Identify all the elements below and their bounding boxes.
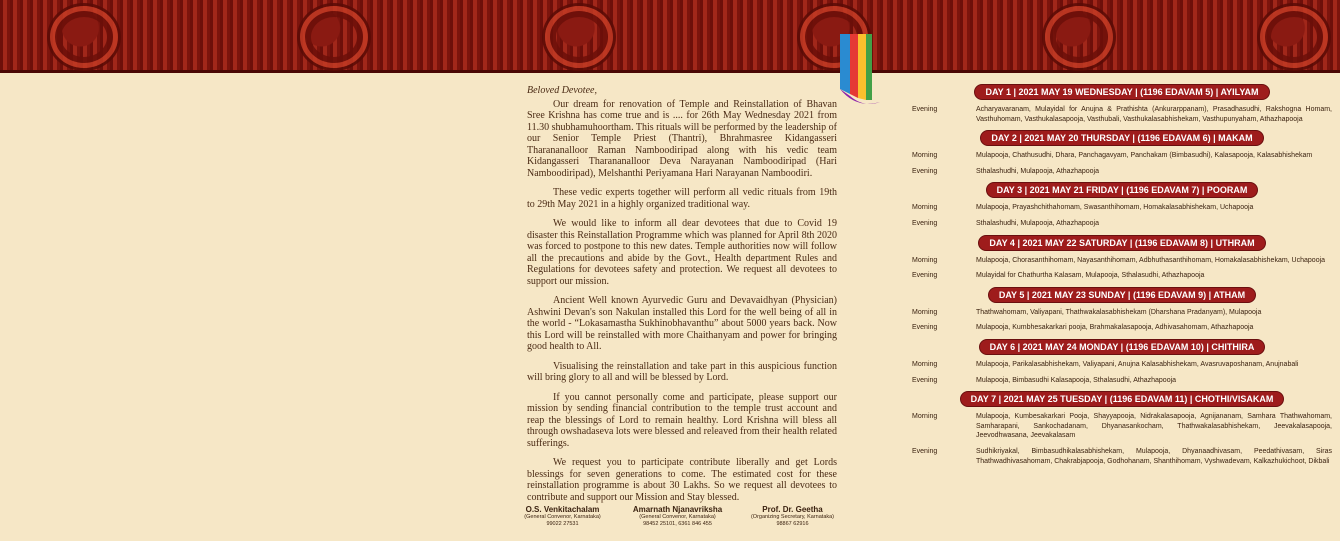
- signatory-phone: 99022 27531: [546, 521, 579, 527]
- session-rituals: Sthalashudhi, Mulapooja, Athazhapooja: [976, 219, 1099, 227]
- letter-paragraph: Visualising the reinstallation and take part in this auspicious function will bring glory to all and will be blessed by Lord.: [527, 360, 837, 383]
- session-label: Morning: [912, 204, 938, 212]
- schedule-day: [912, 130, 1332, 176]
- day-heading: DAY 2 | 2021 MAY 20 THURSDAY | (1196 EDAVAM 6) | MAKAM: [980, 130, 1263, 146]
- session-row: [912, 323, 1332, 333]
- chariot-wheel-icon: [1260, 6, 1328, 68]
- day-heading: DAY 6 | 2021 MAY 24 MONDAY | (1196 EDAVAM 10) | CHITHIRA: [979, 339, 1266, 355]
- session-row: [912, 308, 1332, 318]
- signatory-phone: 98452 25101, 6361 846 455: [643, 521, 712, 527]
- session-rituals: Mulayidal for Chathurtha Kalasam, Mulapooja, Sthalasudhi, Athazhapooja: [976, 272, 1205, 280]
- session-row: [912, 256, 1332, 266]
- session-label: Morning: [912, 308, 938, 316]
- letter-paragraph: These vedic experts together will perform all vedic rituals from 19th to 29th May 2021 in a highly organized traditional way.: [527, 187, 837, 210]
- day-heading: DAY 1 | 2021 MAY 19 WEDNESDAY | (1196 EDAVAM 5) | AYILYAM: [974, 84, 1269, 100]
- chariot-wheel-icon: [50, 6, 118, 68]
- session-rituals: Thathwahomam, Valiyapani, Thathwakalasabhishekam (Dharshana Pradanyam), Mulapooja: [976, 308, 1262, 316]
- day-heading: DAY 4 | 2021 MAY 22 SATURDAY | (1196 EDAVAM 8) | UTHRAM: [978, 235, 1265, 251]
- session-rituals: Sthalashudhi, Mulapooja, Athazhapooja: [976, 167, 1099, 175]
- session-label: Morning: [912, 256, 938, 264]
- session-rituals: Mulapooja, Bimbasudhi Kalasapooja, Sthalasudhi, Athazhapooja: [976, 376, 1177, 384]
- session-label: Morning: [912, 413, 938, 421]
- signatory: [620, 505, 735, 528]
- schedule-day: [912, 287, 1332, 333]
- letter-paragraph: We request you to participate contribute liberally and get Lords blessings for seven generations to come. The estimated cost for these reinstallation programme is about 30 Lakhs. So we request all devotees to contribute and support our Mission and Stay blessed.: [527, 457, 837, 503]
- chariot-wheel-icon: [300, 6, 368, 68]
- session-label: Evening: [912, 447, 938, 455]
- ritual-schedule: [912, 84, 1332, 472]
- session-rituals: Mulapooja, Kumbesakarkari Pooja, Shayyapooja, Nidrakalasapooja, Agnijananam, Samhara Thathwahomam, Samharapani, Sankochadanam, Dhyanasankocham, Thathwakalasabhishekam, Jeevakalasapooja, Jeevodhwasana, Jeevakalasam: [976, 413, 1332, 440]
- session-label: Morning: [912, 152, 938, 160]
- session-rituals: Mulapooja, Chorasanthihomam, Nayasanthihomam, Adbhuthasanthihomam, Homakalasabhishekam, Uchapooja: [976, 256, 1326, 264]
- session-row: [912, 271, 1332, 281]
- session-row: [912, 219, 1332, 229]
- session-row: [912, 360, 1332, 370]
- session-label: Evening: [912, 272, 938, 280]
- session-row: [912, 447, 1332, 466]
- session-label: Evening: [912, 167, 938, 175]
- session-label: Morning: [912, 360, 938, 368]
- signatory-role: (General Convenor, Karnataka): [639, 514, 716, 520]
- session-row: [912, 412, 1332, 441]
- chariot-wheel-icon: [545, 6, 613, 68]
- letter-paragraph: Our dream for renovation of Temple and Reinstallation of Bhavan Sree Krishna has come true and is .... for 26th May Wednesday 2021 from 11.30 shubhamuhoortham. This rituals will be performed by the leadership of our Senior Temple Priest (Thantri), Bhrahmasree Kidangasseri Tharananalloor Raman Namboodiripad along with his vedic team Kidangasseri Tharananalloor Deva Narayanan Namboodiripad (Hari Namboodiripad), Melshanthi Periyamana Hari Narayanan Namboodiri.: [527, 98, 837, 179]
- signatory-name: Amarnath Njanavriksha: [632, 505, 723, 514]
- signatory: [505, 505, 620, 528]
- session-rituals: Mulapooja, Prayashchithahomam, Swasanthihomam, Homakalasabhishekam, Uchapooja: [976, 204, 1254, 212]
- schedule-day: [912, 182, 1332, 228]
- session-rituals: Mulapooja, Chathusudhi, Dhara, Panchagavyam, Panchakam (Bimbasudhi), Kalasapooja, Kalasabhishekam: [976, 152, 1313, 160]
- day-heading: DAY 3 | 2021 MAY 21 FRIDAY | (1196 EDAVAM 7) | POORAM: [986, 182, 1259, 198]
- day-heading: DAY 5 | 2021 MAY 23 SUNDAY | (1196 EDAVAM 9) | ATHAM: [988, 287, 1256, 303]
- signatory: [735, 505, 850, 528]
- session-rituals: Mulapooja, Parikalasabhishekam, Valiyapani, Anujna Kalasabhishekam, Avasruvaposhanam, Anujnabali: [976, 360, 1299, 368]
- day-heading: DAY 7 | 2021 MAY 25 TUESDAY | (1196 EDAVAM 11) | CHOTHI/VISAKAM: [960, 391, 1285, 407]
- schedule-day: [912, 235, 1332, 281]
- session-label: Evening: [912, 324, 938, 332]
- session-rituals: Mulapooja, Kumbhesakarkari pooja, Brahmakalasapooja, Adhivasahomam, Athazhapooja: [976, 324, 1254, 332]
- devotee-letter: [527, 85, 837, 511]
- session-row: [912, 203, 1332, 213]
- session-rituals: Sudhikriyakal, Bimbasudhikalasabhishekam, Mulapooja, Dhyanaadhivasam, Peedathivasam, Siras Thathwadhivasahomam, Chakrabjapooja, Godhohanam, Shanthihomam, Vyshwadevam, Kalkazhukichoot, Dikbali: [976, 447, 1332, 465]
- letter-salutation: Beloved Devotee,: [527, 85, 597, 96]
- letter-paragraph: Ancient Well known Ayurvedic Guru and Devavaidhyan (Physician) Ashwini Devan's son Nakulan installed this Lord for the well being of all in the world - “Lokasamastha Sukhinobhavanthu” about 5000 years back. Now this Lord will be reinstalled with more Chaithanyam and power for bringing good health to All.: [527, 295, 837, 352]
- schedule-day: [912, 84, 1332, 124]
- flag-ribbon-icon: [836, 34, 884, 114]
- session-rituals: Acharyavaranam, Mulayidal for Anujna & Prathishta (Ankurarppanam), Prasadhasudhi, Rakshogna Homam, Vasthuhomam, Vasthukalasapooja, Vasthubali, Vasthukalasabhishekam, Vasthupunyaham, Athazhapooja: [976, 106, 1332, 123]
- schedule-day: [912, 391, 1332, 466]
- session-label: Evening: [912, 219, 938, 227]
- session-row: [912, 167, 1332, 177]
- session-row: [912, 151, 1332, 161]
- chariot-wheel-icon: [1045, 6, 1113, 68]
- letter-paragraph: We would like to inform all dear devotees that due to Covid 19 disaster this Reinstallation Programme which was planned for April 8th 2020 was forced to postpone to this new dates. Temple authorities now will follow all the precautions and abide by the Govt., Health department Rules and Regulations for devotees safety and protection. We request all devotees to support our mission.: [527, 218, 837, 287]
- signatory-phone: 98867 62916: [776, 521, 809, 527]
- session-label: Evening: [912, 376, 938, 384]
- letter-paragraph: If you cannot personally come and participate, please support our mission by sending financial contribution to the temple trust account and reap the blessings of Lord to remain healthy. Lord Krishna will bless all through owshadaseva lots were blessed and releaved from their health related sufferings.: [527, 391, 837, 449]
- session-row: [912, 376, 1332, 386]
- signatory-name: O.S. Venkitachalam: [525, 505, 600, 514]
- signatory-name: Prof. Dr. Geetha: [762, 505, 823, 514]
- session-row: [912, 105, 1332, 124]
- signatory-role: (General Convenor, Karnataka): [524, 514, 601, 520]
- signatories: [505, 505, 850, 528]
- decorative-header-banner: [0, 0, 1340, 73]
- schedule-day: [912, 339, 1332, 385]
- signatory-role: (Organizing Secretary, Karnataka): [750, 514, 835, 520]
- session-label: Evening: [912, 106, 938, 113]
